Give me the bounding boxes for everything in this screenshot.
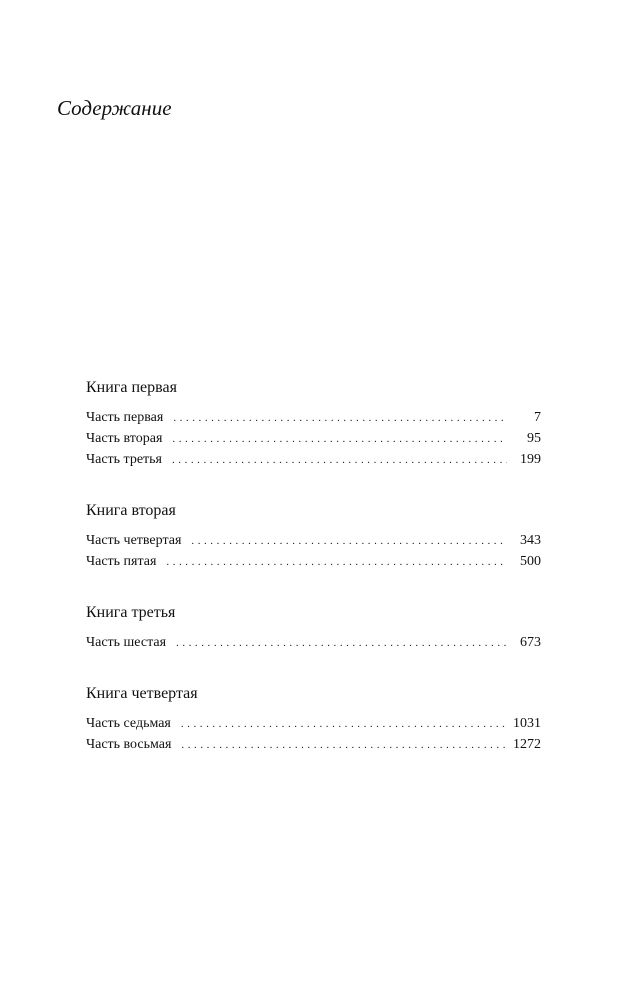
- entry-label: Часть пятая: [86, 554, 157, 569]
- toc-entry: [86, 449, 541, 470]
- dot-leader: [191, 531, 507, 552]
- toc-entry: [86, 407, 541, 428]
- page-title: Содержание: [57, 96, 172, 120]
- entry-page-number: 1031: [513, 716, 541, 731]
- entry-label: Часть первая: [86, 410, 164, 425]
- entry-page-number: 95: [527, 431, 541, 446]
- book-title: Книга первая: [86, 379, 177, 396]
- entry-label: Часть шестая: [86, 635, 167, 650]
- toc-entry: [86, 428, 541, 449]
- dot-leader: [181, 735, 507, 756]
- entry-page-number: 500: [520, 554, 541, 569]
- entry-label: Часть седьмая: [86, 716, 171, 731]
- entry-label: Часть вторая: [86, 431, 163, 446]
- toc-entry: [86, 551, 541, 572]
- entry-label: Часть третья: [86, 452, 162, 467]
- entry-page-number: 199: [520, 452, 541, 467]
- dot-leader: [181, 714, 507, 735]
- toc-book-3: [86, 602, 541, 653]
- table-of-contents: [86, 377, 541, 785]
- toc-book-1: [86, 377, 541, 470]
- toc-entry: [86, 530, 541, 551]
- entry-page-number: 673: [520, 635, 541, 650]
- dot-leader: [172, 450, 507, 471]
- book-title: Книга вторая: [86, 502, 176, 519]
- toc-book-4: [86, 683, 541, 755]
- toc-book-2: [86, 500, 541, 572]
- dot-leader: [172, 429, 507, 450]
- entry-page-number: 343: [520, 533, 541, 548]
- dot-leader: [173, 408, 507, 429]
- entry-page-number: 7: [534, 410, 541, 425]
- toc-entry: [86, 632, 541, 653]
- dot-leader: [166, 552, 507, 573]
- toc-entry: [86, 734, 541, 755]
- dot-leader: [176, 633, 507, 654]
- book-title: Книга четвертая: [86, 685, 198, 702]
- toc-entry: [86, 713, 541, 734]
- entry-label: Часть восьмая: [86, 737, 172, 752]
- entry-label: Часть четвертая: [86, 533, 182, 548]
- entry-page-number: 1272: [513, 737, 541, 752]
- book-title: Книга третья: [86, 604, 176, 621]
